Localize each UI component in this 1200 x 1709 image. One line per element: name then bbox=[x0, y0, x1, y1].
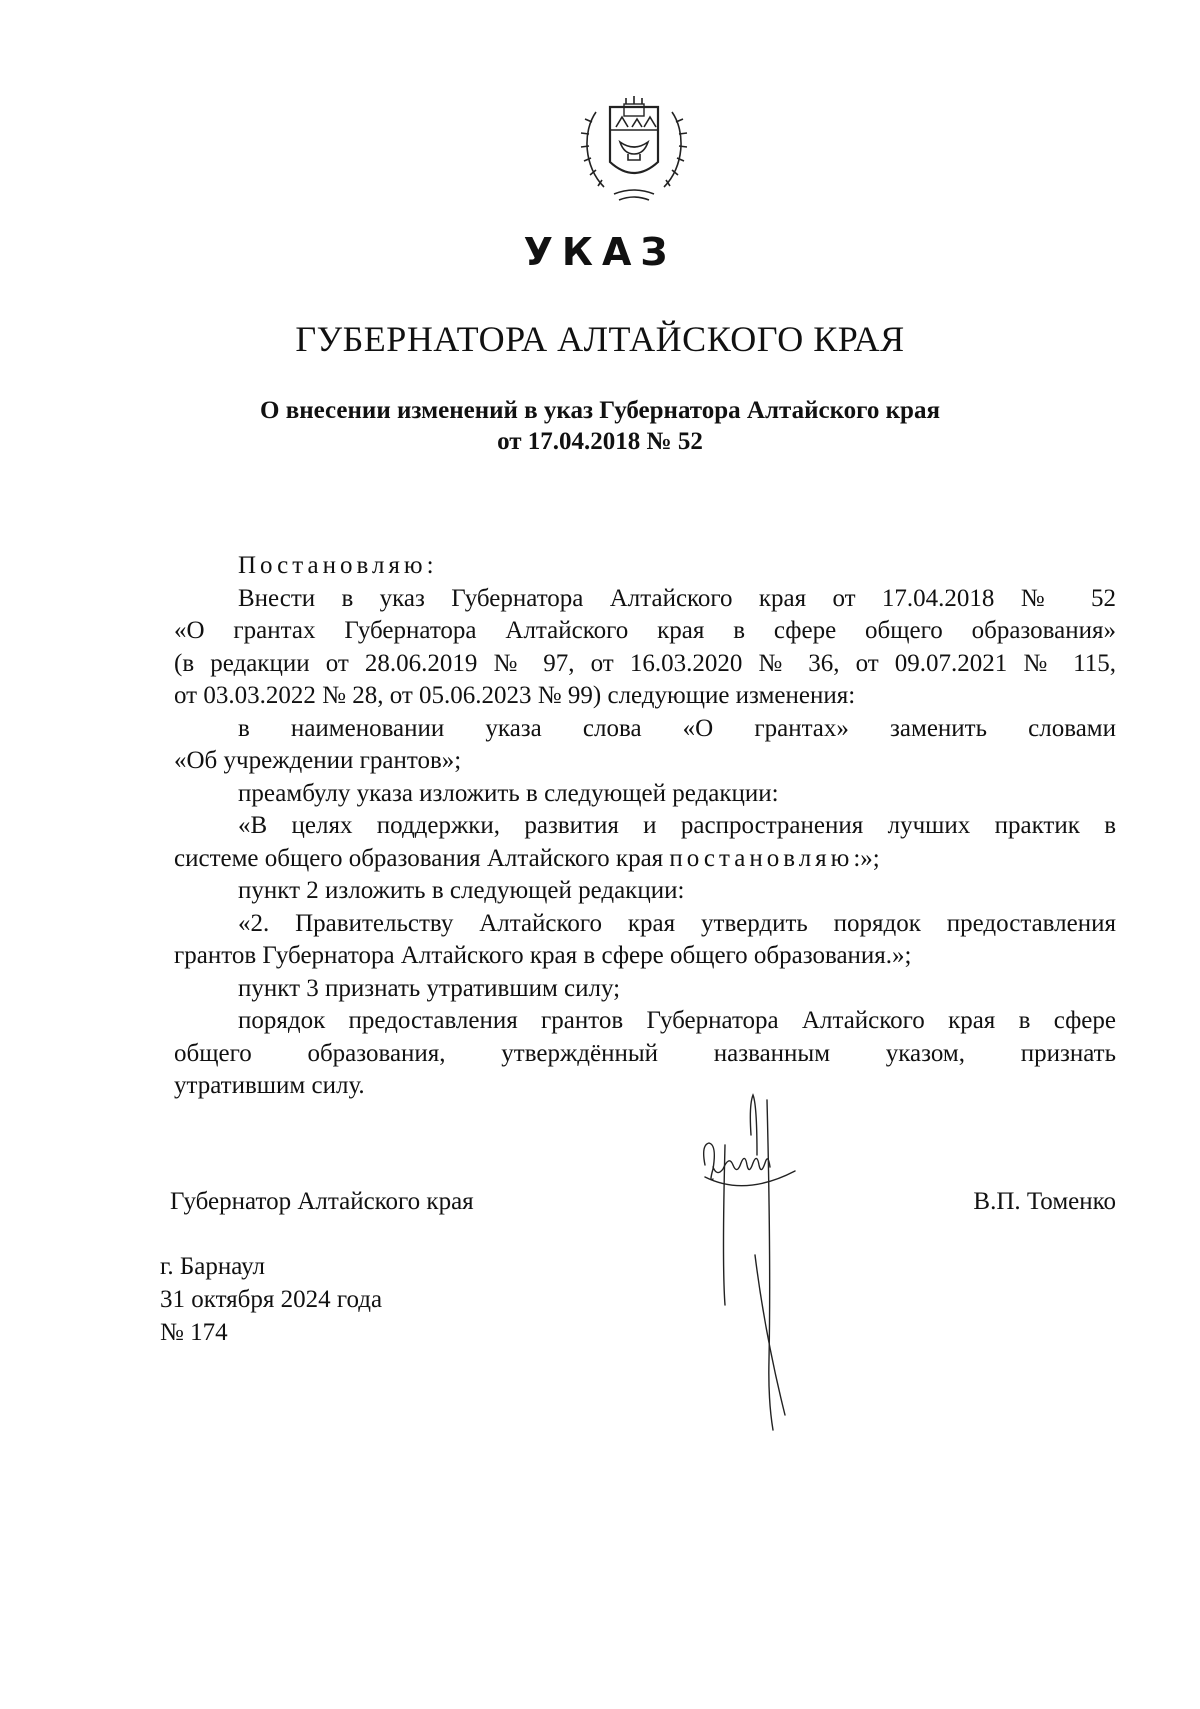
issue-city: г. Барнаул bbox=[160, 1253, 265, 1280]
body-line: в наименовании указа слова «О грантах» заменить словами bbox=[238, 714, 1116, 742]
document-type-heading: УКАЗ bbox=[523, 230, 677, 274]
preamble-line bbox=[174, 843, 1116, 876]
handwritten-signature bbox=[685, 1085, 845, 1465]
preamble-spaced-word: постановляю bbox=[669, 844, 854, 872]
body-line: «2. Правительству Алтайского края утвердить порядок предоставления bbox=[238, 909, 1116, 937]
decree-number: № 174 bbox=[160, 1319, 228, 1346]
body-line: «О грантах Губернатора Алтайского края в сфере общего образования» bbox=[174, 617, 1116, 644]
body-line: порядок предоставления грантов Губернатора Алтайского края в сфере bbox=[238, 1007, 1116, 1034]
body-line: Внести в указ Губернатора Алтайского края от 17.04.2018 № 52 bbox=[238, 584, 1116, 612]
body-line: грантов Губернатора Алтайского края в сфере общего образования.»; bbox=[174, 942, 912, 969]
decree-word: Постановляю: bbox=[238, 552, 438, 579]
body-line: пункт 2 изложить в следующей редакции: bbox=[238, 877, 685, 904]
body-line: (в редакции от 28.06.2019 № 97, от 16.03.2020 № 36, от 09.07.2021 № 115, bbox=[174, 649, 1116, 677]
body-line: утратившим силу. bbox=[174, 1072, 365, 1099]
decree-footer bbox=[160, 1250, 382, 1349]
decree-subject bbox=[0, 395, 1200, 457]
issuer-heading: ГУБЕРНАТОРА АЛТАЙСКОГО КРАЯ bbox=[295, 319, 905, 359]
decree-body bbox=[174, 550, 1116, 1103]
body-line: «В целях поддержки, развития и распространения лучших практик в bbox=[238, 812, 1116, 839]
signatory-name: В.П. Томенко bbox=[973, 1188, 1116, 1215]
preamble-tail: :»; bbox=[853, 844, 880, 872]
body-line: от 03.03.2022 № 28, от 05.06.2023 № 99) следующие изменения: bbox=[174, 682, 856, 709]
body-line: пункт 3 признать утратившим силу; bbox=[238, 974, 621, 1002]
signatory-position: Губернатор Алтайского края bbox=[170, 1188, 474, 1215]
body-line: общего образования, утверждённый названным указом, признать bbox=[174, 1039, 1116, 1067]
subject-line-2: от 17.04.2018 № 52 bbox=[497, 428, 703, 455]
coat-of-arms-emblem bbox=[574, 82, 694, 207]
body-line: системе общего образования Алтайского края bbox=[174, 844, 664, 872]
body-line: преамбулу указа изложить в следующей редакции: bbox=[238, 779, 779, 807]
body-line: «Об учреждении грантов»; bbox=[174, 747, 462, 774]
subject-line-1: О внесении изменений в указ Губернатора Алтайского края bbox=[260, 397, 940, 424]
issue-date: 31 октября 2024 года bbox=[160, 1286, 383, 1313]
